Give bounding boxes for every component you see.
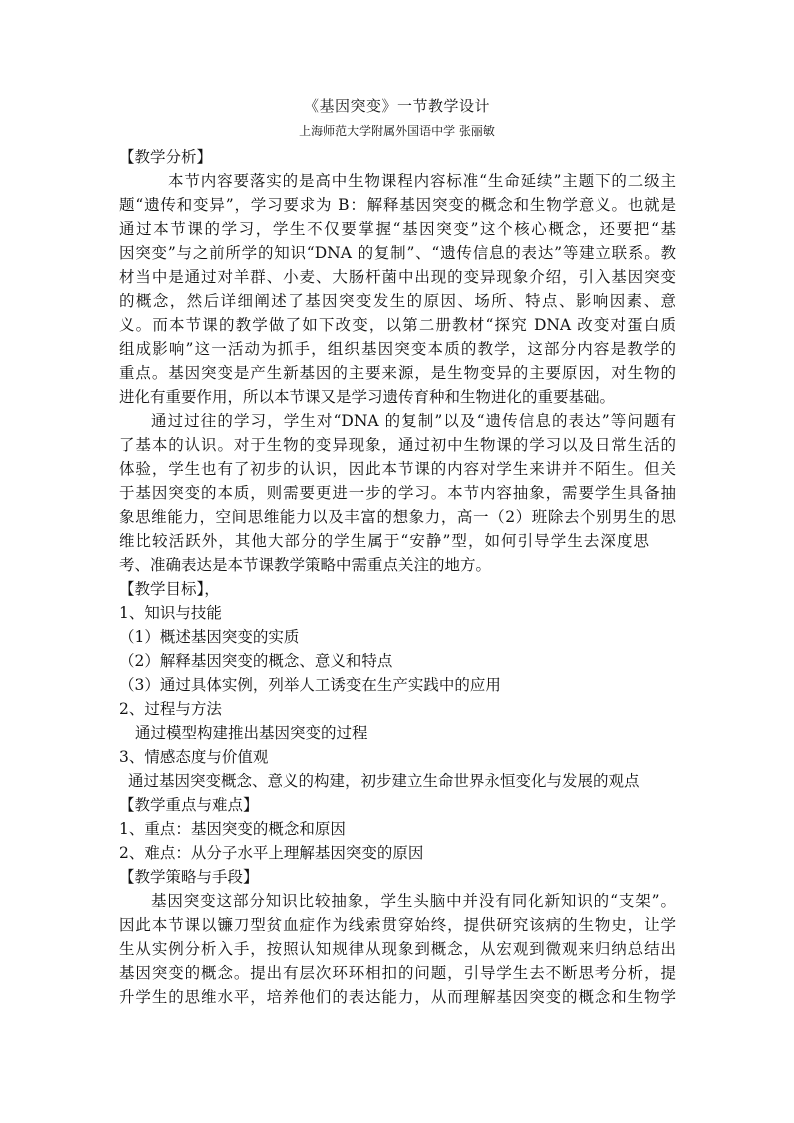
analysis-p1-line: 重点。基因突变是产生新基因的主要来源，是生物变异的主要原因，对生物的	[119, 364, 676, 382]
analysis-p2-line: 体验，学生也有了初步的认识，因此本节课的内容对学生来讲并不陌生。但关	[119, 460, 676, 478]
author-line: 上海师范大学附属外国语中学 张丽敏	[299, 124, 495, 138]
section-heading-goals: 【教学目标】，	[119, 580, 220, 598]
strategy-line: 因此本节课以镰刀型贫血症作为线索贯穿始终，提供研究该病的生物史，让学	[119, 916, 676, 934]
analysis-p2-line: 了基本的认识。对于生物的变异现象，通过初中生物课的学习以及日常生活的	[119, 436, 676, 454]
section-heading-key-points: 【教学重点与难点】	[119, 796, 259, 814]
goal1-item: （1）概述基因突变的实质	[119, 628, 300, 646]
analysis-p1-line: 题“遗传和变异”，学习要求为 B：解释基因突变的概念和生物学意义。也就是	[119, 196, 676, 214]
goal1-item: （3）通过具体实例，列举人工诱变在生产实践中的应用	[119, 676, 501, 694]
goal3-text: 通过基因突变概念、意义的构建，初步建立生命世界永恒变化与发展的观点	[128, 772, 640, 790]
key-point-item: 2、难点：从分子水平上理解基因突变的原因	[119, 844, 424, 862]
goal1-item: （2）解释基因突变的概念、意义和特点	[119, 652, 393, 670]
strategy-line: 升学生的思维水平，培养他们的表达能力，从而理解基因突变的概念和生物学	[119, 988, 676, 1006]
strategy-line: 生从实例分析入手，按照认知规律从现象到概念，从宏观到微观来归纳总结出	[119, 940, 676, 958]
section-heading-analysis: 【教学分析】	[119, 148, 213, 166]
analysis-p2-line: 象思维能力，空间思维能力以及丰富的想象力，高一（2）班除去个别男生的思	[119, 508, 676, 526]
analysis-p1-line: 进化有重要作用，所以本节课又是学习遗传育种和生物进化的重要基础。	[119, 388, 616, 406]
goal2-text: 通过模型构建推出基因突变的过程	[135, 724, 368, 742]
goal2-heading: 2、过程与方法	[119, 700, 222, 718]
analysis-p1-line: 的概念，然后详细阐述了基因突变发生的原因、场所、特点、影响因素、意	[119, 292, 676, 310]
goal1-heading: 1、知识与技能	[119, 604, 222, 622]
section-heading-strategy: 【教学策略与手段】	[119, 868, 259, 886]
document-title: 《基因突变》一节教学设计	[303, 97, 490, 115]
analysis-p1-line: 组成影响”这一活动为抓手，组织基因突变本质的教学，这部分内容是教学的	[119, 340, 676, 358]
analysis-p2-line: 通过过往的学习，学生对“DNA 的复制”以及“遗传信息的表达”等问题有	[151, 412, 676, 430]
analysis-p1-line: 义。而本节课的教学做了如下改变，以第二册教材“探究 DNA 改变对蛋白质	[119, 316, 676, 334]
analysis-p1-line: 材当中是通过对羊群、小麦、大肠杆菌中出现的变异现象介绍，引入基因突变	[119, 268, 676, 286]
analysis-p2-line: 考、准确表达是本节课教学策略中需重点关注的地方。	[119, 556, 492, 574]
analysis-p1-line: 因突变”与之前所学的知识“DNA 的复制”、“遗传信息的表达”等建立联系。教	[119, 244, 676, 262]
strategy-line: 基因突变这部分知识比较抽象，学生头脑中并没有同化新知识的“支架”。	[151, 892, 676, 910]
key-point-item: 1、重点：基因突变的概念和原因	[119, 820, 346, 838]
analysis-p1-line: 通过本节课的学习，学生不仅要掌握“基因突变”这个核心概念，还要把“基	[119, 220, 676, 238]
strategy-line: 基因突变的概念。提出有层次环环相扣的问题，引导学生去不断思考分析，提	[119, 964, 676, 982]
analysis-p2-line: 于基因突变的本质，则需要更进一步的学习。本节内容抽象，需要学生具备抽	[119, 484, 676, 502]
analysis-p2-line: 维比较活跃外，其他大部分的学生属于“安静”型，如何引导学生去深度思	[119, 532, 649, 550]
analysis-p1-line: 本节内容要落实的是高中生物课程内容标准“生命延续”主题下的二级主	[168, 172, 676, 190]
goal3-heading: 3、情感态度与价值观	[119, 748, 269, 766]
